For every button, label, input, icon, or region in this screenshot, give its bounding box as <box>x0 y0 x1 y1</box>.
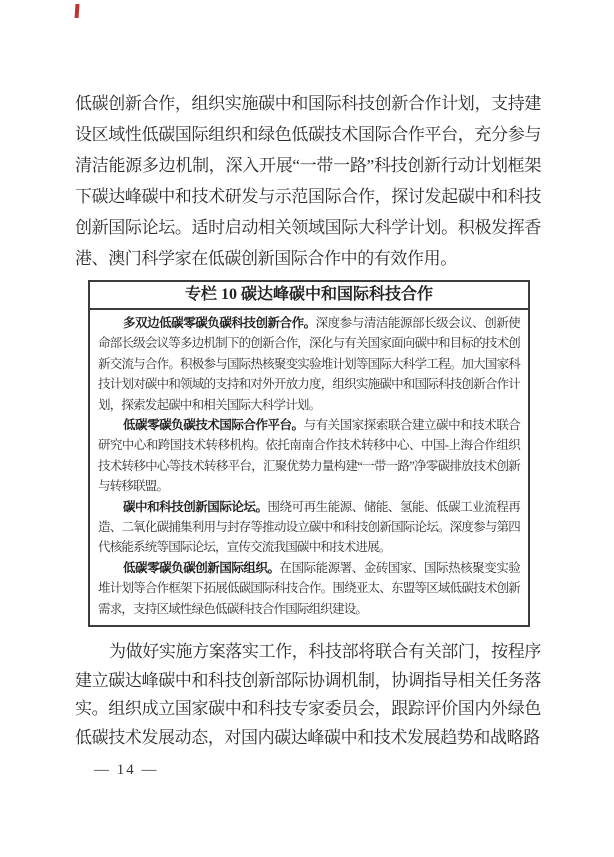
page-number: — 14 — <box>94 762 159 778</box>
red-print-mark <box>75 4 80 18</box>
box-paragraph <box>98 497 520 558</box>
body-paragraph-bottom: 为做好实施方案落实工作，科技部将联合有关部门，按程序建立碳达峰碳中和科技创新部际协调机制，协调指导相关任务落实。组织成立国家碳中和科技专家委员会，跟踪评价国内外绿色低碳技术发展动态，对国内碳达峰碳中和技术发展趋势和战略路 <box>75 642 541 747</box>
box-paragraph-lead: 碳中和科技创新国际论坛。 <box>123 499 268 514</box>
box-paragraph-lead: 多双边低碳零碳负碳科技创新合作。 <box>123 316 316 330</box>
column-box-10 <box>88 280 530 627</box>
column-box-content <box>90 310 528 625</box>
box-paragraph-lead: 低碳零碳负碳创新国际组织。 <box>123 560 280 575</box>
box-paragraph <box>98 313 520 415</box>
box-paragraph-lead: 低碳零碳负碳技术国际合作平台。 <box>123 418 304 433</box>
column-box-title: 专栏 10 碳达峰碳中和国际科技合作 <box>90 282 528 310</box>
box-paragraph <box>98 558 520 619</box>
box-paragraph <box>98 415 520 497</box>
body-paragraph-top: 低碳创新合作，组织实施碳中和国际科技创新合作计划，支持建设区域性低碳国际组织和绿色低碳技术国际合作平台，充分参与清洁能源多边机制，深入开展“一带一路”科技创新行动计划框架下碳达峰碳中和技术研发与示范国际合作，探讨发起碳中和科技创新国际论坛。适时启动相关领域国际大科学计划。积极发挥香港、澳门科学家在低碳创新国际合作中的有效作用。 <box>75 94 541 268</box>
box-paragraph-text: 与有关国家探索联合建立碳中和技术联合研究中心和跨国技术转移机构。依托南南合作技术转移中心、中国-上海合作组织技术转移中心等技术转移平台，汇聚优势力量构建“一带一路”净零碳排放技术创新与转移联盟。 <box>98 418 520 494</box>
box-paragraph-text: 在国际能源署、金砖国家、国际热核聚变实验堆计划等合作框架下拓展低碳国际科技合作。围绕亚太、东盟等区域低碳技术创新需求，支持区域性绿色低碳科技合作国际组织建设。 <box>98 560 520 616</box>
box-paragraph-text: 深度参与清洁能源部长级会议、创新使命部长级会议等多边机制下的创新合作，深化与有关国家面向碳中和目标的技术创新交流与合作。积极参与国际热核聚变实验堆计划等国际大科学工程。加大国家科技计划对碳中和领域的支持和对外开放力度，组织实施碳中和国际科技创新合作计划，探索发起碳中和相关国际大科学计划。 <box>98 316 521 412</box>
box-paragraph-text: 围绕可再生能源、储能、氢能、低碳工业流程再造、二氧化碳捕集利用与封存等推动设立碳中和科技创新国际论坛。深度参与第四代核能系统等国际论坛，宣传交流我国碳中和技术进展。 <box>98 499 521 555</box>
